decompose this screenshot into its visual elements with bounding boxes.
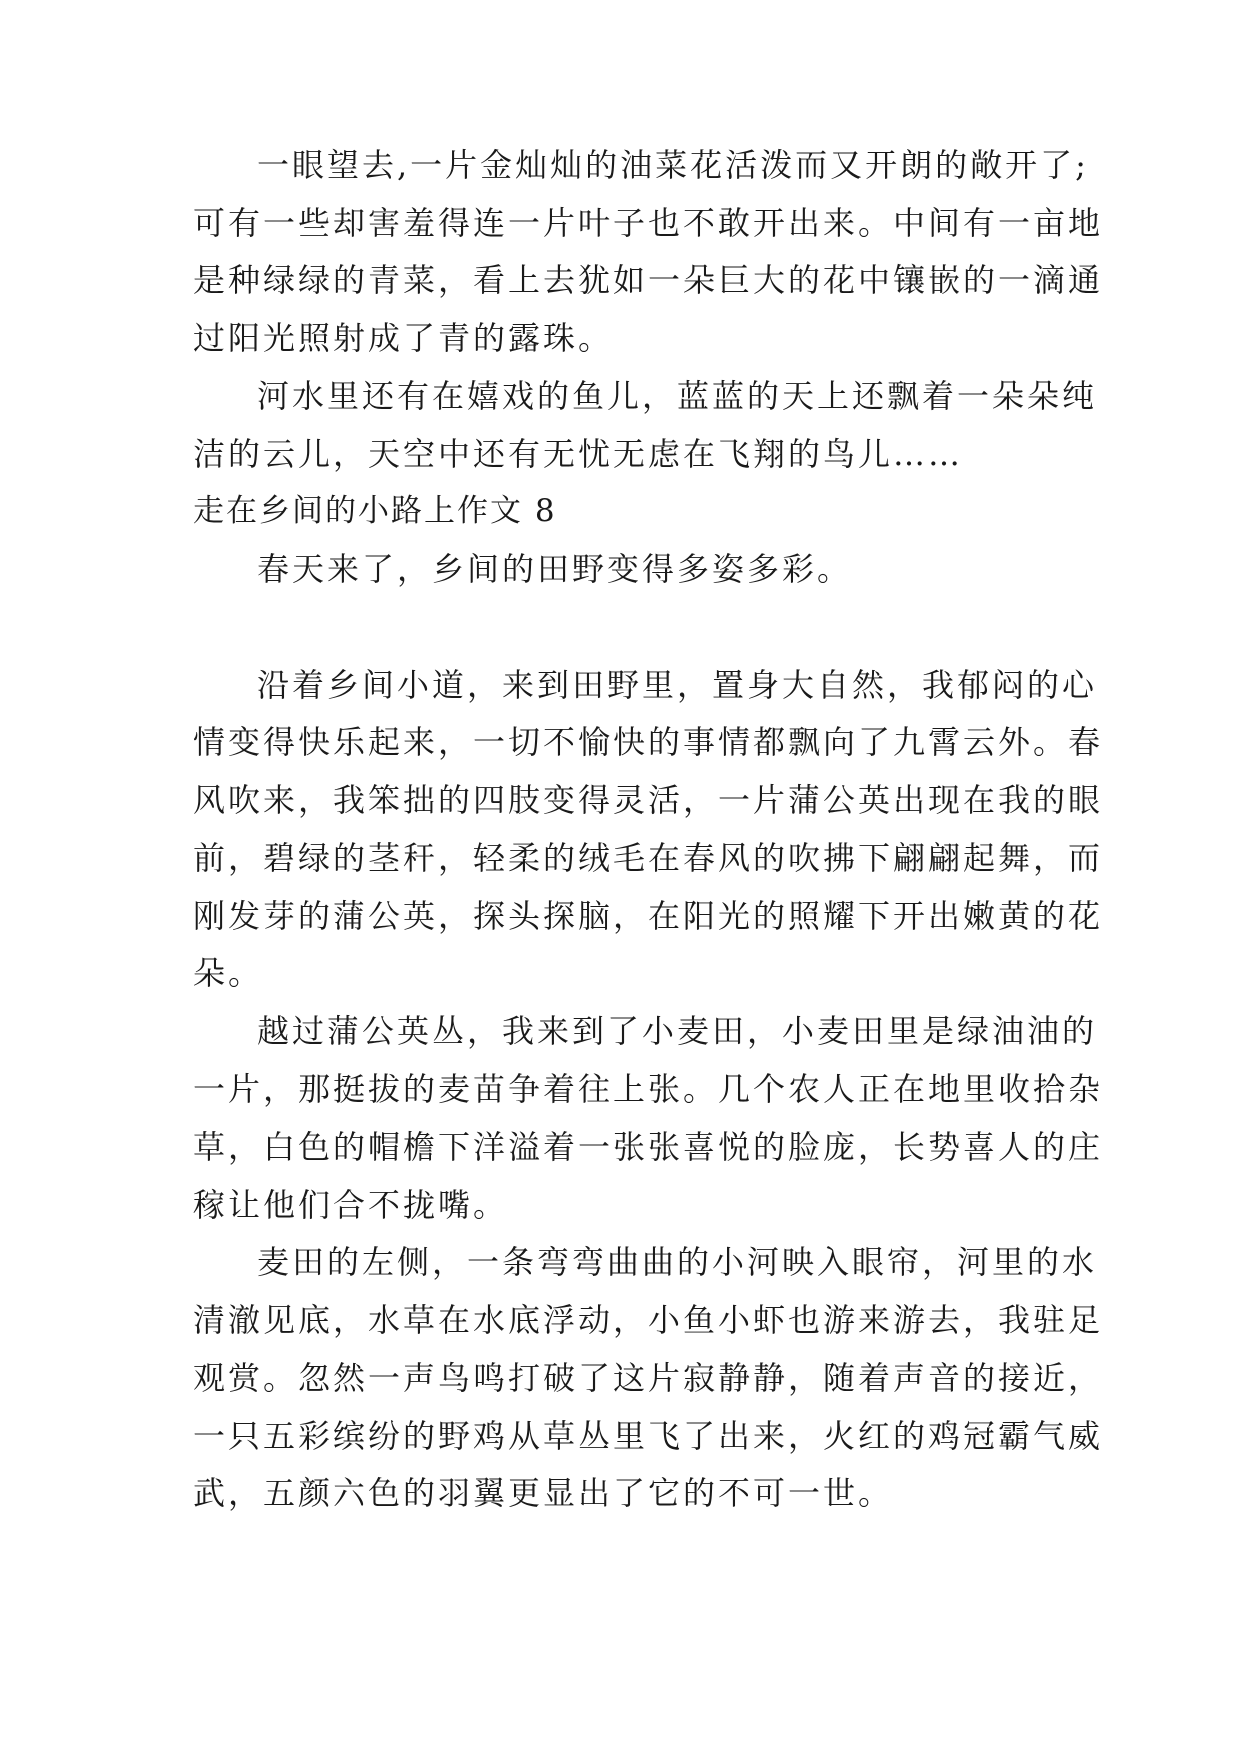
paragraph-line: 武，五颜六色的羽翼更显出了它的不可一世。 <box>193 1474 894 1512</box>
paragraph-line: 一片，那挺拔的麦苗争着往上张。几个农人正在地里收拾杂 <box>193 1070 1104 1108</box>
paragraph-line: 春天来了，乡间的田野变得多姿多彩。 <box>257 550 853 588</box>
paragraph-line: 草，白色的帽檐下洋溢着一张张喜悦的脸庞，长势喜人的庄 <box>193 1128 1104 1166</box>
paragraph-line: 风吹来，我笨拙的四肢变得灵活，一片蒲公英出现在我的眼 <box>193 781 1104 819</box>
paragraph-line: 越过蒲公英丛，我来到了小麦田，小麦田里是绿油油的 <box>257 1012 1098 1050</box>
paragraph-line: 麦田的左侧，一条弯弯曲曲的小河映入眼帘，河里的水 <box>257 1243 1098 1281</box>
paragraph-line: 河水里还有在嬉戏的鱼儿，蓝蓝的天上还飘着一朵朵纯 <box>257 377 1098 415</box>
section-title: 走在乡间的小路上作文 8 <box>193 493 557 529</box>
paragraph-line: 是种绿绿的青菜，看上去犹如一朵巨大的花中镶嵌的一滴通 <box>193 261 1104 299</box>
paragraph-line: 前，碧绿的茎秆，轻柔的绒毛在春风的吹拂下翩翩起舞，而 <box>193 839 1104 877</box>
paragraph-line: 一眼望去,一片金灿灿的油菜花活泼而又开朗的敞开了; <box>257 146 1089 184</box>
paragraph-line: 观赏。忽然一声鸟鸣打破了这片寂静静，随着声音的接近， <box>193 1359 1104 1397</box>
paragraph-line: 沿着乡间小道，来到田野里，置身大自然，我郁闷的心 <box>257 666 1098 704</box>
paragraph-line: 稼让他们合不拢嘴。 <box>193 1186 509 1224</box>
paragraph-line: 过阳光照射成了青的露珠。 <box>193 319 614 357</box>
paragraph-line: 情变得快乐起来，一切不愉快的事情都飘向了九霄云外。春 <box>193 723 1104 761</box>
paragraph-line: 可有一些却害羞得连一片叶子也不敢开出来。中间有一亩地 <box>193 204 1104 242</box>
paragraph-line: 洁的云儿，天空中还有无忧无虑在飞翔的鸟儿…… <box>193 435 964 473</box>
paragraph-line: 一只五彩缤纷的野鸡从草丛里飞了出来，火红的鸡冠霸气威 <box>193 1417 1104 1455</box>
paragraph-line: 清澈见底，水草在水底浮动，小鱼小虾也游来游去，我驻足 <box>193 1301 1104 1339</box>
paragraph-line: 刚发芽的蒲公英，探头探脑，在阳光的照耀下开出嫩黄的花 <box>193 897 1104 935</box>
paragraph-line: 朵。 <box>193 954 264 992</box>
